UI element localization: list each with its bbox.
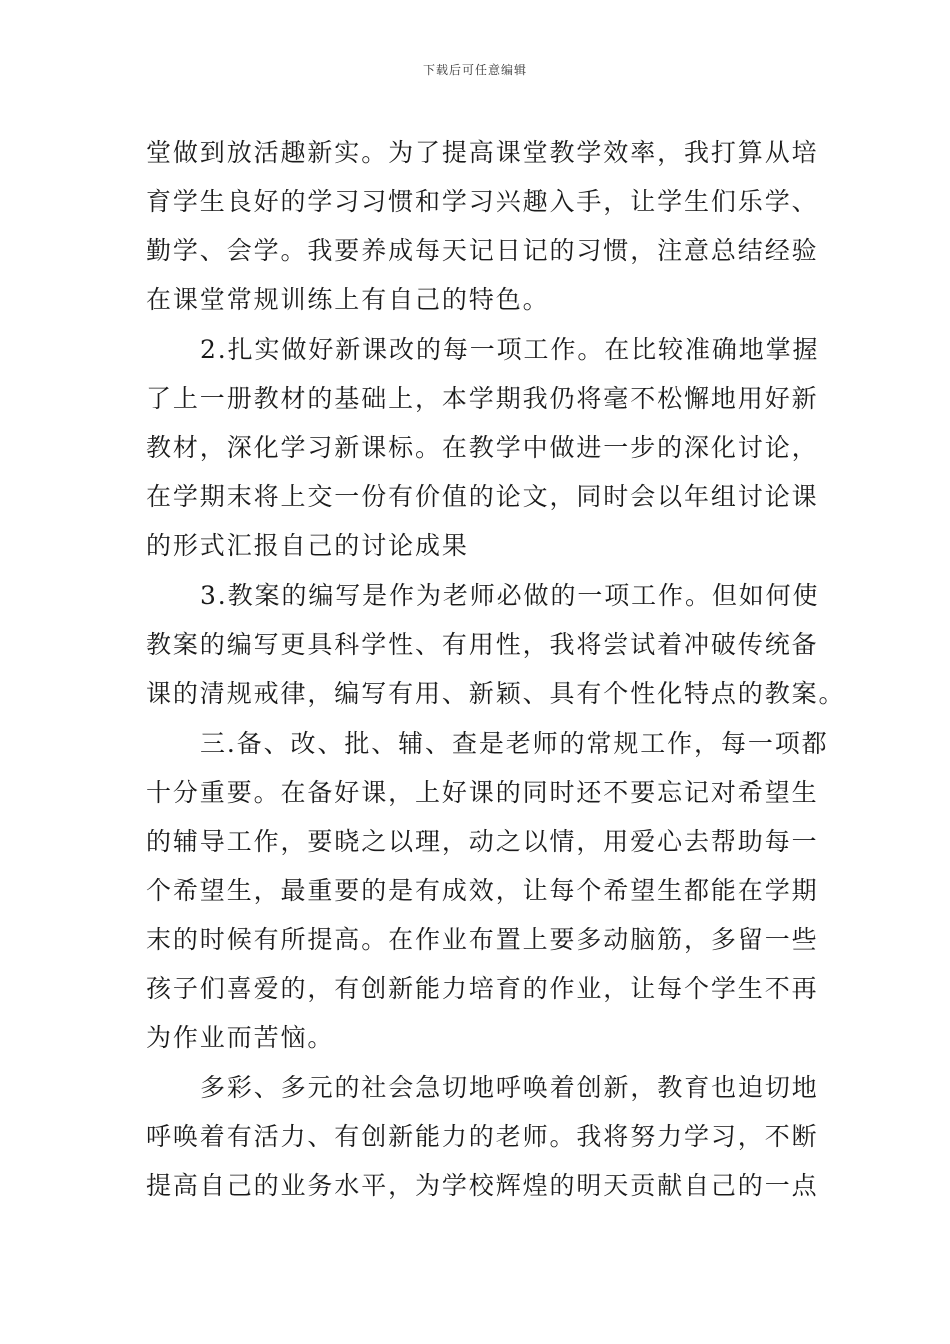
text-line: 了上一册教材的基础上，本学期我仍将毫不松懈地用好新 [146, 384, 819, 413]
text-line: 在学期末将上交一份有价值的论文，同时会以年组讨论课 [146, 482, 819, 511]
page-header: 下载后可任意编辑 [422, 63, 527, 77]
text-line: 的辅导工作，要晓之以理，动之以情，用爱心去帮助每一 [146, 827, 819, 856]
text-line: 教材，深化学习新课标。在教学中做进一步的深化讨论， [146, 433, 819, 462]
text-line: 为作业而苦恼。 [146, 1023, 335, 1052]
text-line: 2.扎实做好新课改的每一项工作。在比较准确地掌握 [200, 335, 820, 364]
text-line: 育学生良好的学习习惯和学习兴趣入手，让学生们乐学、 [146, 187, 819, 216]
text-line: 三.备、改、批、辅、查是老师的常规工作，每一项都 [200, 729, 829, 758]
text-line: 3.教案的编写是作为老师必做的一项工作。但如何使 [200, 581, 820, 610]
text-line: 呼唤着有活力、有创新能力的老师。我将努力学习，不断 [146, 1122, 819, 1151]
text-line: 堂做到放活趣新实。为了提高课堂教学效率，我打算从培 [146, 138, 819, 167]
text-line: 在课堂常规训练上有自己的特色。 [146, 285, 550, 314]
text-line: 提高自己的业务水平，为学校辉煌的明天贡献自己的一点 [146, 1171, 819, 1200]
text-line: 教案的编写更具科学性、有用性，我将尝试着冲破传统备 [146, 630, 819, 659]
text-line: 个希望生，最重要的是有成效，让每个希望生都能在学期 [146, 876, 819, 905]
text-line: 十分重要。在备好课，上好课的同时还不要忘记对希望生 [146, 778, 819, 807]
text-line: 勤学、会学。我要养成每天记日记的习惯，注意总结经验 [146, 236, 819, 265]
text-line: 课的清规戒律，编写有用、新颖、具有个性化特点的教案。 [146, 679, 846, 708]
text-line: 多彩、多元的社会急切地呼唤着创新，教育也迫切地 [200, 1073, 819, 1102]
text-line: 的形式汇报自己的讨论成果 [146, 531, 469, 560]
document-body [146, 128, 846, 1210]
text-line: 孩子们喜爱的，有创新能力培育的作业，让每个学生不再 [146, 974, 819, 1003]
text-line: 末的时候有所提高。在作业布置上要多动脑筋，多留一些 [146, 925, 819, 954]
